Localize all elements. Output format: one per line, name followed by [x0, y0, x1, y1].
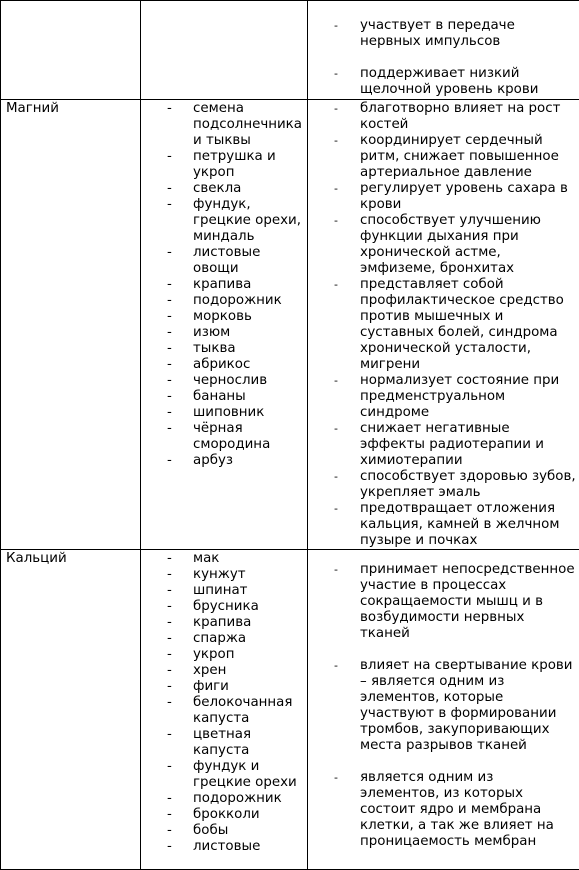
list-item: - белокочанная капуста	[141, 695, 307, 727]
list-item: - поддерживает низкий щелочной уровень крови	[308, 66, 579, 98]
bullet-dash: -	[334, 66, 338, 82]
nutrient-name-cell	[1, 1, 141, 100]
list-item: - фиги	[141, 679, 307, 695]
list-item: - предотвращает отложения кальция, камней в желчном пузыре и почках	[308, 501, 579, 549]
effects-cell	[308, 1, 579, 100]
list-item: - изюм	[141, 325, 307, 341]
list-item: - фундук, грецкие орехи, миндаль	[141, 197, 307, 245]
table-row	[1, 550, 579, 870]
list-item: - спаржа	[141, 631, 307, 647]
list-item: - подорожник	[141, 293, 307, 309]
sources-cell	[141, 550, 308, 870]
list-item: - листовые	[141, 839, 307, 855]
list-item: - мак	[141, 551, 307, 567]
list-item: - петрушка и укроп	[141, 149, 307, 181]
table-row	[1, 1, 579, 100]
list-item: - влияет на свертывание крови – является одним из элементов, которые участвуют в формировании тромбов, закупоривающих места разрывов тканей	[308, 658, 579, 754]
list-item: - представляет собой профилактическое средство против мышечных и суставных болей, синдрома хронической усталости, мигрени	[308, 277, 579, 373]
list-item: - свекла	[141, 181, 307, 197]
list-item: - координирует сердечный ритм, снижает повышенное артериальное давление	[308, 133, 579, 181]
nutrient-name: Кальций	[1, 550, 140, 567]
list-item: - чернослив	[141, 373, 307, 389]
list-item: - бананы	[141, 389, 307, 405]
bullet-dash: -	[334, 18, 338, 34]
nutrient-name: Магний	[1, 100, 140, 117]
list-item: - цветная капуста	[141, 727, 307, 759]
nutrient-name-cell	[1, 100, 141, 550]
list-item: - участвует в передаче нервных импульсов	[308, 18, 579, 50]
list-item: - крапива	[141, 615, 307, 631]
sources-cell	[141, 1, 308, 100]
list-item: - регулирует уровень сахара в крови	[308, 181, 579, 213]
list-item: - хрен	[141, 663, 307, 679]
effects-cell	[308, 100, 579, 550]
list-item: - является одним из элементов, из которых состоит ядро и мембрана клетки, а так же влияет на проницаемость мембран	[308, 770, 579, 850]
list-item: - абрикос	[141, 357, 307, 373]
effects-cell	[308, 550, 579, 870]
list-item: - крапива	[141, 277, 307, 293]
list-item: - чёрная смородина	[141, 421, 307, 453]
list-item: - тыква	[141, 341, 307, 357]
list-item: - семена подсолнечника и тыквы	[141, 101, 307, 149]
sources-cell	[141, 100, 308, 550]
table-row	[1, 100, 579, 550]
list-item: - брокколи	[141, 807, 307, 823]
list-item: - способствует улучшению функции дыхания при хронической астме, эмфиземе, бронхитах	[308, 213, 579, 277]
nutrient-name-cell	[1, 550, 141, 870]
list-item: - нормализует состояние при предменструальном синдроме	[308, 373, 579, 421]
list-item: - листовые овощи	[141, 245, 307, 277]
list-item: - снижает негативные эффекты радиотерапии и химиотерапии	[308, 421, 579, 469]
list-item: - благотворно влияет на рост костей	[308, 101, 579, 133]
list-item: - укроп	[141, 647, 307, 663]
list-item: - арбуз	[141, 453, 307, 469]
list-item: - шиповник	[141, 405, 307, 421]
list-item: - способствует здоровью зубов, укрепляет эмаль	[308, 469, 579, 501]
list-item: - морковь	[141, 309, 307, 325]
list-item: - подорожник	[141, 791, 307, 807]
list-item: - бобы	[141, 823, 307, 839]
list-item: - шпинат	[141, 583, 307, 599]
list-item: - фундук и грецкие орехи	[141, 759, 307, 791]
list-item: - кунжут	[141, 567, 307, 583]
list-item: - принимает непосредственное участие в процессах сокращаемости мышц и в возбудимости нервных тканей	[308, 562, 579, 642]
list-item: - брусника	[141, 599, 307, 615]
